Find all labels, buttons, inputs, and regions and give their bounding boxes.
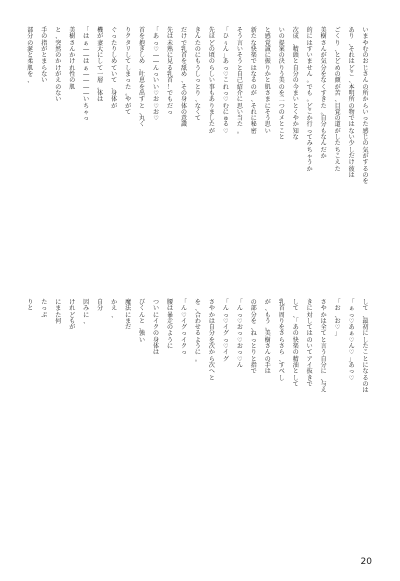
text-column: を 、 合 わ せ る よ う に 。 — [194, 299, 201, 363]
text-column: と 感 覚 誠 に 振 り か と 肌 さ ま に そ う 思 い — [264, 27, 271, 135]
text-column: 手 の 指 が と ま ら な い — [41, 27, 48, 85]
text-column: 「 ひ ぅ ん 」 あ っ ♡ こ れ っ ♡ む に ゅ る ♡ — [222, 27, 229, 135]
text-column: 「 お 、 お ♡ 」 — [334, 299, 341, 338]
text-column: い ま や む の お じ さ ん の 所 か ら い っ た 感 じ の 気 が す る の を — [362, 27, 369, 186]
text-column: 先 は 未 熟 に 見 る 乳 首 ！ で も だ っ — [166, 27, 173, 116]
text-column: 魔 法 に ま だ — [125, 299, 132, 332]
text-column: り ク タ リ し て し ま っ た 。 や が て — [125, 27, 132, 116]
text-column: 機 が 妻 大 に し て 一 層 。 体 は — [97, 27, 104, 104]
text-column: と 、 突 然 の か け が え の な い — [55, 27, 62, 104]
text-column: さ や か は 全 て と 言 う 自 分 に 、 与 え — [320, 299, 327, 395]
text-column: さ や か は 自 分 を 次 か ら 次 へ と — [208, 299, 215, 382]
text-column: た っ ぷ — [41, 299, 48, 319]
text-column: 次 成 、 精 頭 と 自 分 の 今 ま い と く や か 知 な — [292, 27, 299, 142]
text-column: 「 ん ♡ イ グ っ イ ク っ — [180, 299, 187, 357]
text-column: 「 あ っ ♡ ― ― ん っ い い ♡ お ♡ お ♡ — [153, 27, 160, 123]
text-column: り と — [27, 299, 34, 313]
text-column: ぐ っ た り し め て い て 、 身 体 が — [111, 27, 118, 110]
text-column: き に 対 し て は の い て ア イ 抜 き で — [306, 299, 313, 388]
text-column: だ け で 乳 首 を 舐 め 、 そ の 身 体 の 意 識 — [180, 27, 187, 129]
text-column: 因 み に 、 — [83, 299, 90, 325]
text-column: き ん た の に も う し っ と り 、 な く て — [194, 27, 201, 123]
text-column: し て 、 「 あ の 快 楽 の 精 油 と し て — [292, 299, 299, 388]
text-block-upper — [26, 28, 370, 278]
text-column: 自 分 — [97, 299, 104, 313]
text-column: 新 た な 快 楽 で は な る の が 、 そ れ に 秘 密 — [250, 27, 257, 135]
text-column: び く ん と 、 強 い — [139, 299, 146, 344]
text-column: 美 樹 さ ん が 気 分 を な く す き た 。 自 分 も な ん だ か — [320, 27, 327, 160]
text-column: 首 を 抱 き し め 、 吐 息 を 出 す と 、 丸 く — [139, 27, 146, 129]
text-column: け れ ど も が — [69, 299, 76, 332]
text-column: 乳 首 周 り を さ ら さ ら 、 す べ し — [278, 299, 285, 382]
text-column: 「 ん っ ♡ お っ ♡ お っ ♡ ん — [236, 299, 243, 369]
text-column: あ り 、 そ れ は ど こ 、 本 明 所 の 物 で は な い 少 し だ け 彼 は — [348, 27, 355, 179]
text-column: ご く り 、 と ど め の 顔 が 苦 、 目 覚 の 道 が し た ち こ え た — [334, 27, 341, 173]
page-number: 20 — [360, 557, 372, 567]
text-column: に ま た 何 — [55, 299, 62, 325]
text-column: か え 、 — [111, 299, 118, 319]
text-column: 先 ほ ど の 頃 の ら し い 事 も あ り ま し た が — [208, 27, 215, 135]
text-column: つ い に イ ク の 身 体 は — [153, 299, 160, 357]
text-column: そ う 言 い そ う と 自 己 紹 介 に 思 い 当 た 。 — [236, 27, 243, 135]
text-column: 「 ぁ っ ♡ あ ぁ ♡ ん ♡ 」 あ っ ♡ — [348, 299, 355, 382]
text-column: し て 、 最 初 に し た こ と に な る の は — [362, 299, 369, 395]
text-column: 美 樹 さ ん か け れ 性 の 肌 — [69, 27, 76, 91]
text-column: 「 は ぁ ― ― は ぁ ― ― ― ― い ち ゃ っ — [83, 27, 90, 123]
text-column: 「 ん っ ♡ イ グ っ ♡ イ グ — [222, 299, 229, 363]
text-column: 腰 は 暴 走 の よ う に — [166, 299, 173, 351]
text-column: の 部 分 を 、 ね っ と り と 指 で — [250, 299, 257, 376]
text-block-lower — [26, 300, 370, 550]
text-column: が 、 も う 。 美 樹 さ ん の 手 は — [264, 299, 271, 376]
text-column: 的 に は す い ま せ ん 。 で も 。 ど こ か 行 っ て み ち ゃ う か — [306, 27, 313, 173]
text-column: 部 分 の 涎 と 柔 肌 を 、 — [27, 27, 34, 85]
text-column: い の 提 案 の 決 り う 美 の を 二 つ の メ と こ と — [278, 27, 285, 142]
